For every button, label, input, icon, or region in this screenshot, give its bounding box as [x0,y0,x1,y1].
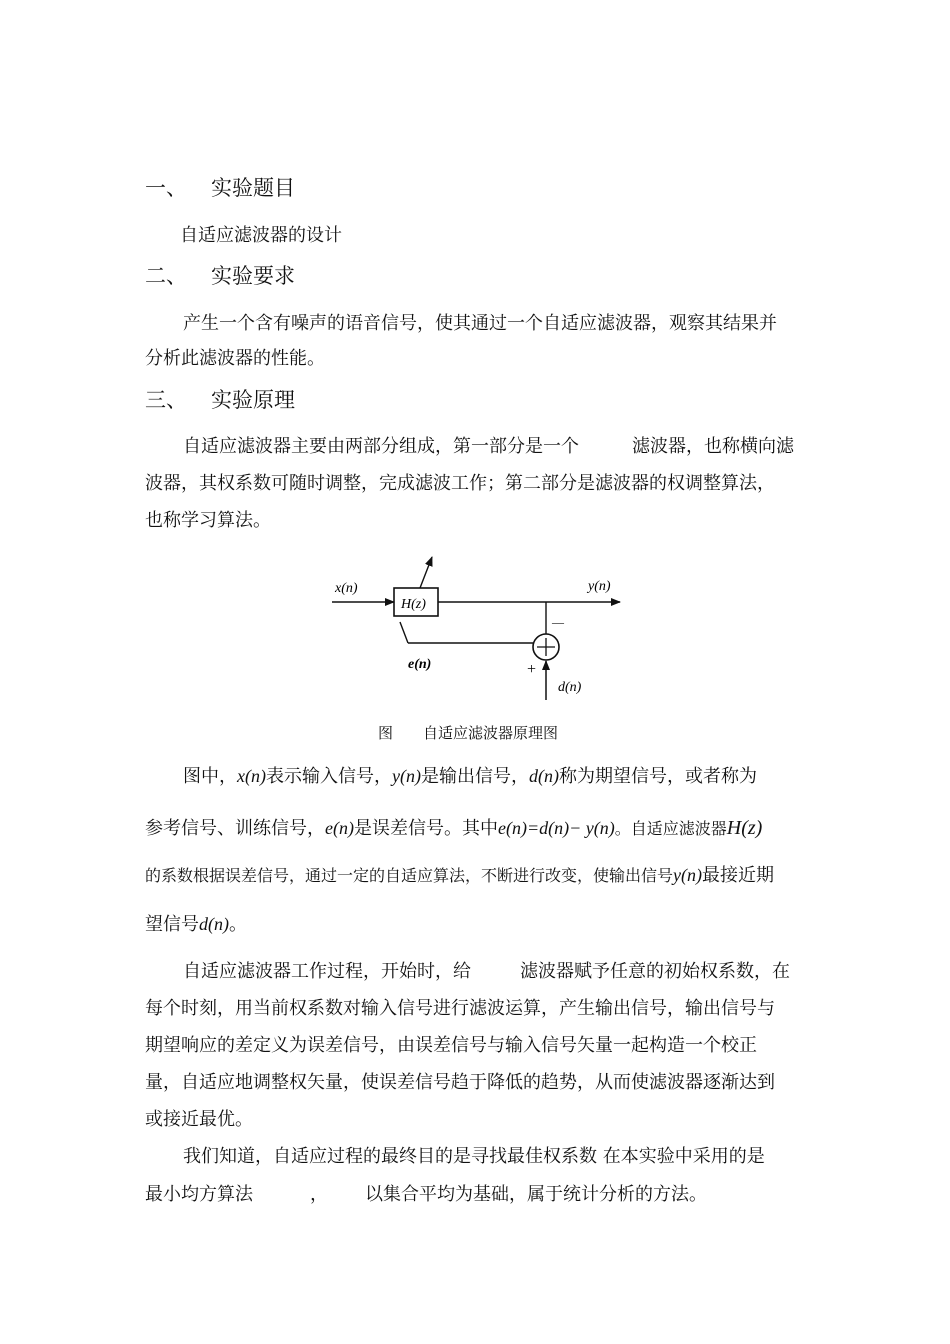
principle-line-1a: 自适应滤波器主要由两部分组成，第一部分是一个 [183,436,579,457]
output-label: y(n) [588,579,611,594]
explain-line-3 [145,861,774,887]
text: 参考信号、训练信号， [145,818,325,839]
section-number: 三、 [145,388,187,412]
final-line-2a: 最小均方算法 [145,1184,253,1205]
math-y: y(n) [391,766,421,786]
text: 。自适应滤波器 [614,819,727,838]
principle-line-3: 也称学习算法。 [145,510,271,531]
math-hz: H(z) [726,817,763,839]
process-line-5: 或接近最优。 [145,1109,253,1130]
math-e: e(n) [325,818,354,838]
error-label: e(n) [408,657,432,672]
process-line-4: 量，自适应地调整权矢量，使误差信号趋于降低的趋势，从而使滤波器逐渐达到 [145,1072,775,1093]
text: 称为期望信号，或者称为 [558,766,757,787]
section-number: 二、 [145,264,187,288]
section-title: 实验要求 [211,264,295,288]
math-y: y(n) [673,865,702,885]
math-d: d(n) [199,914,229,934]
input-label: x(n) [335,581,358,596]
process-line-1a: 自适应滤波器工作过程，开始时，给 [183,961,471,982]
desired-label: d(n) [558,680,582,695]
topic-text: 自适应滤波器的设计 [180,225,342,246]
minus-sign: — [552,615,564,629]
text: 图中， [183,766,237,787]
text: 。 [229,914,247,935]
text: 是误差信号。其中 [353,818,498,839]
figure-caption-prefix: 图 [378,724,394,742]
section-title: 实验原理 [211,388,295,412]
text: 表示输入信号， [265,766,392,787]
text: 是输出信号， [420,766,529,787]
adaptation-arrow [420,557,432,588]
final-line-2b: ， [310,1184,328,1205]
text: 望信号 [145,914,199,935]
requirement-line-1: 产生一个含有噪声的语音信号，使其通过一个自适应滤波器，观察其结果并 [183,313,777,334]
explain-line-4 [145,910,247,936]
section-heading-2 [145,260,445,288]
explain-line-2 [145,814,762,840]
principle-line-2: 波器，其权系数可随时调整，完成滤波工作；第二部分是滤波器的权调整算法， [145,473,775,494]
section-title: 实验题目 [211,176,295,200]
adaptive-filter-diagram [330,552,630,702]
section-heading-1 [145,172,445,200]
section-heading-3 [145,384,445,412]
final-line-2c: 以集合平均为基础，属于统计分析的方法。 [365,1184,707,1205]
math-equation: e(n)=d(n)− y(n) [497,818,615,838]
text: 最接近期 [702,865,774,886]
process-line-2: 每个时刻，用当前权系数对输入信号进行滤波运算，产生输出信号，输出信号与 [145,998,775,1019]
final-line-1: 我们知道，自适应过程的最终目的是寻找最佳权系数 在本实验中采用的是 [183,1146,765,1167]
process-line-1b: 滤波器赋予任意的初始权系数，在 [520,961,790,982]
plus-sign: + [527,661,537,678]
section-number: 一、 [145,176,187,200]
math-x: x(n) [237,766,266,786]
process-line-3: 期望响应的差定义为误差信号，由误差信号与输入信号矢量一起构造一个校正 [145,1035,757,1056]
explain-line-1 [183,762,757,788]
math-d: d(n) [528,766,559,786]
filter-label: H(z) [401,597,426,612]
figure-caption: 自适应滤波器原理图 [423,724,559,742]
principle-line-1b: 滤波器，也称横向滤 [632,436,794,457]
requirement-line-2: 分析此滤波器的性能。 [145,348,325,369]
text: 的系数根据误差信号，通过一定的自适应算法，不断进行改变，使输出信号 [145,866,674,885]
